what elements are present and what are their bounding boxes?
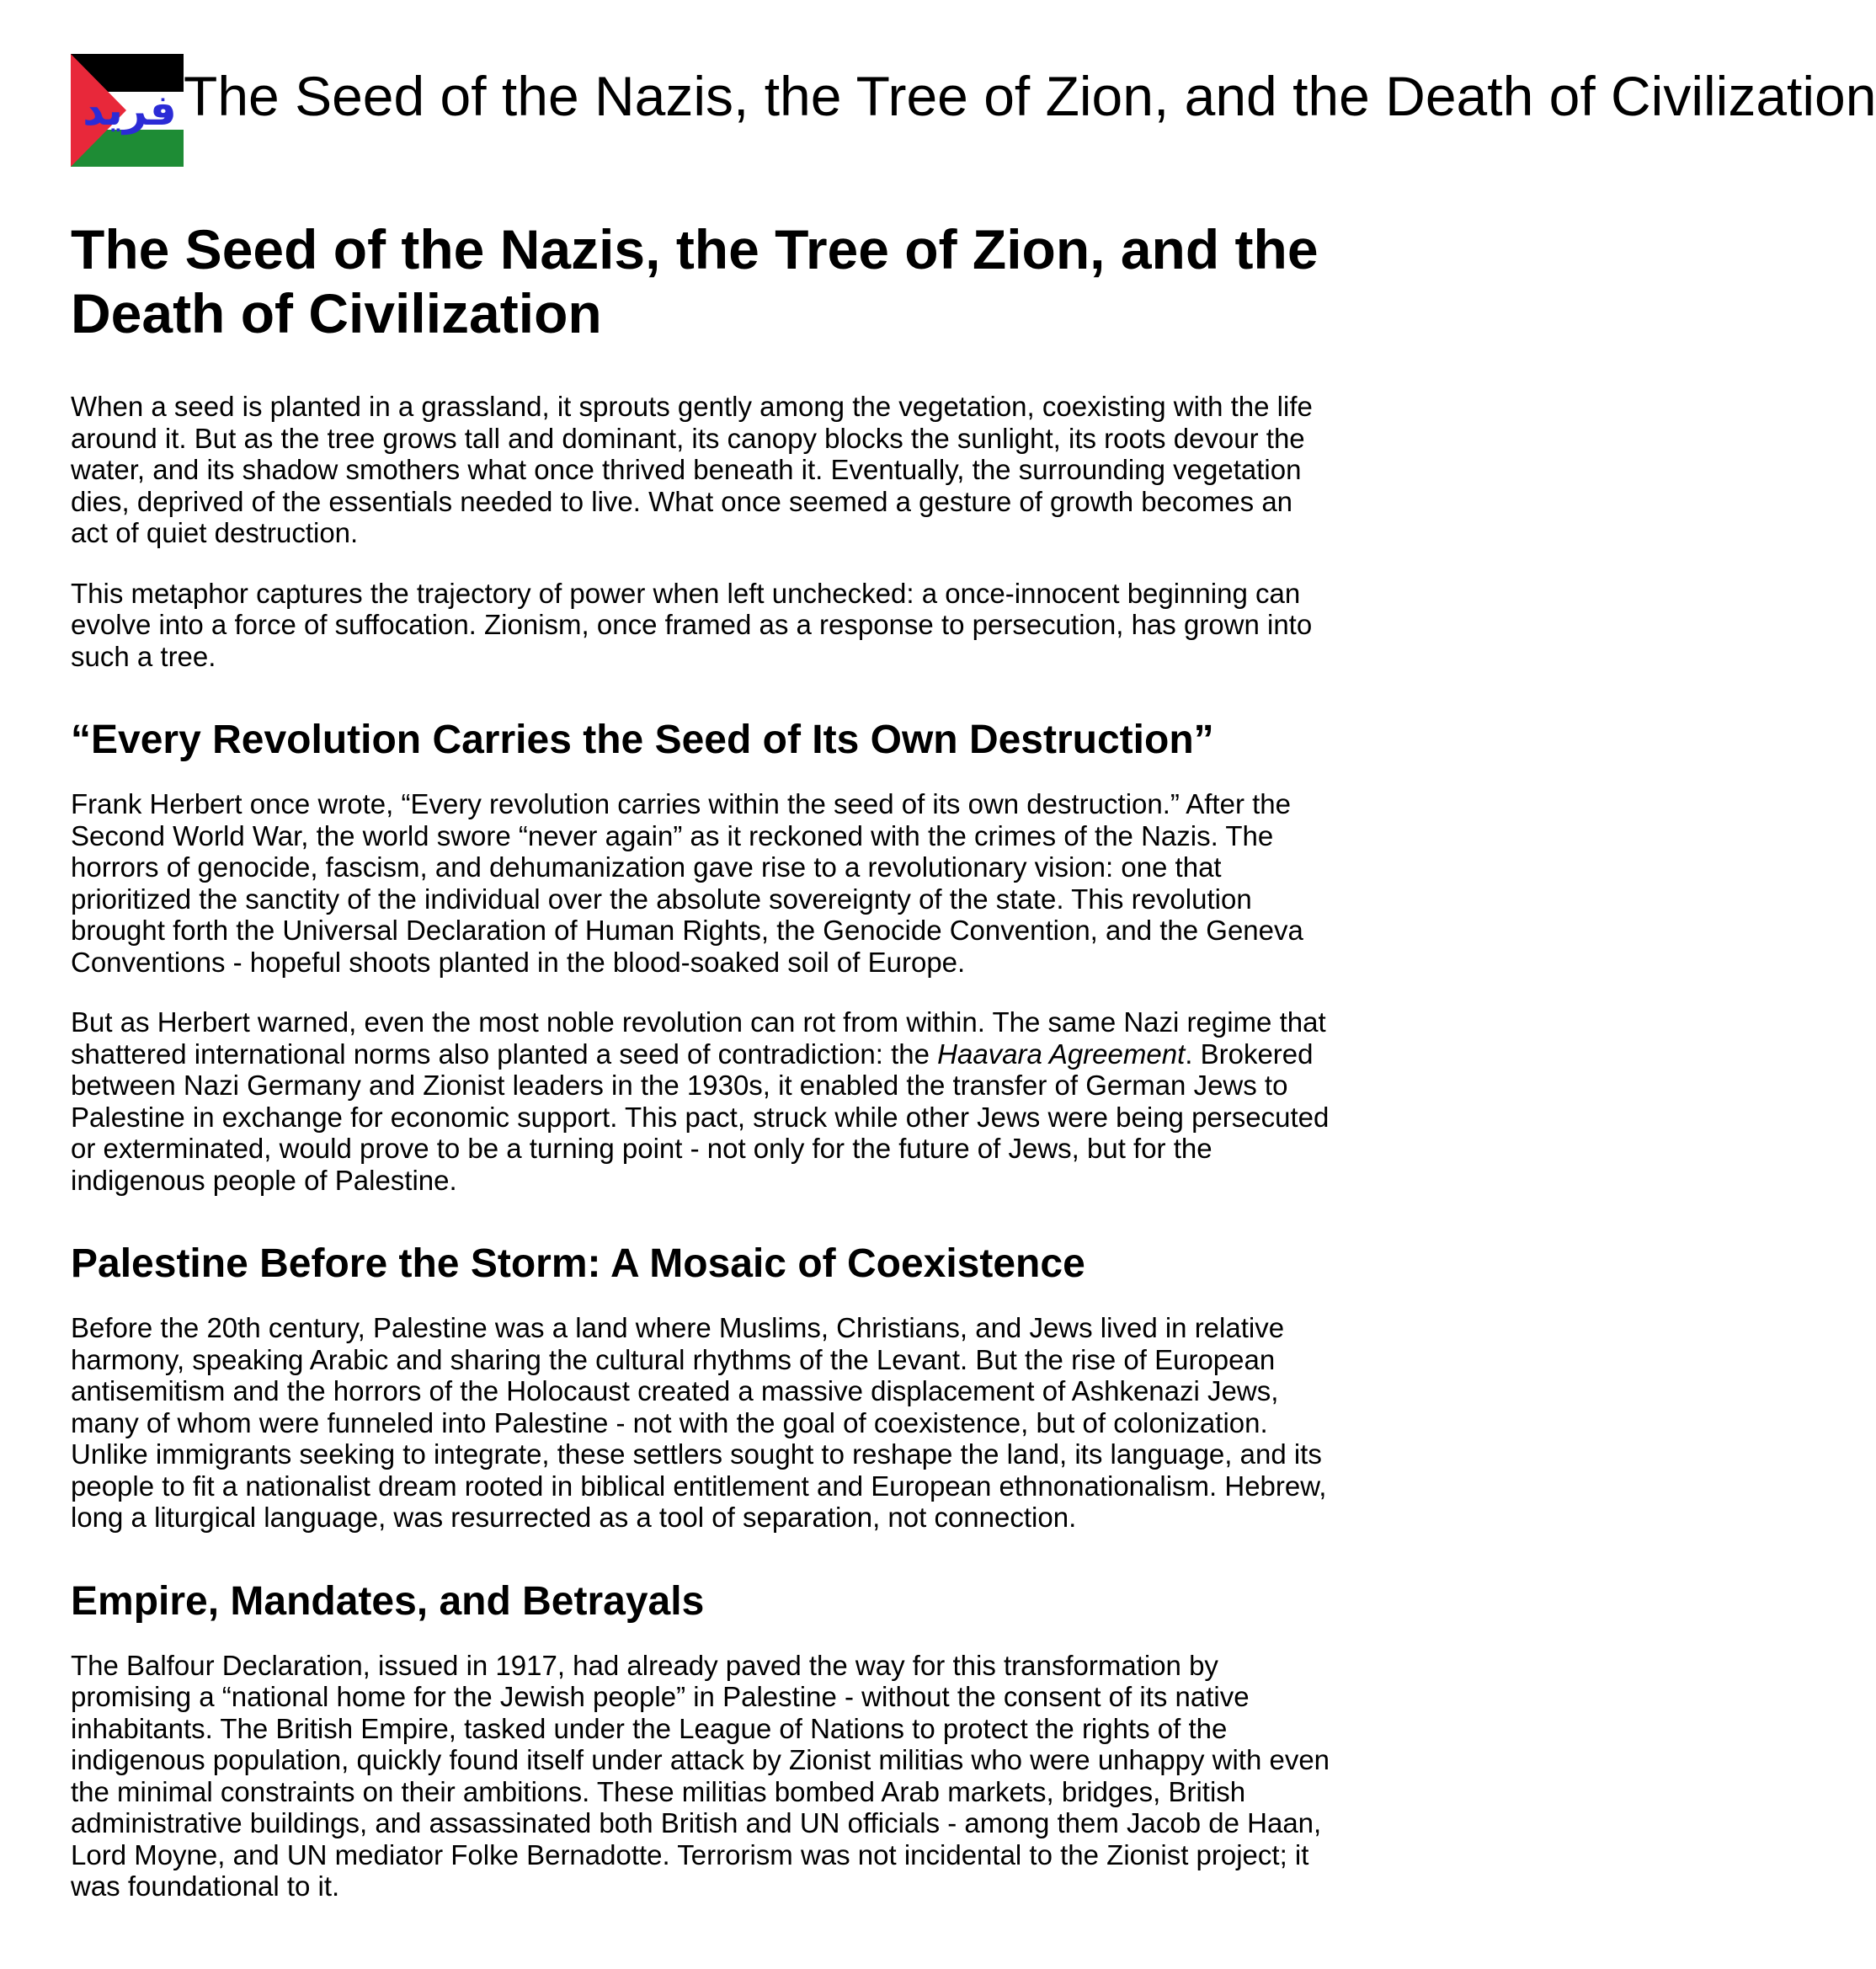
section-revolution-paragraph-1: Frank Herbert once wrote, “Every revolution carries within the seed of its own destruction.” After the Second World War, the world swore “never again” as it reckoned with the crimes of the Nazis. The horrors of genocide, fascism, and dehumanization gave rise to a revolutionary vision: one that prioritized the sanctity of the individual over the absolute sovereignty of the state. This revolution brought forth the Universal Declaration of Human Rights, the Genocide Convention, and the Geneva Conventions - hopeful shoots planted in the blood-soaked soil of Europe. (71, 788, 1303, 978)
logo-text: فريد (83, 86, 177, 135)
paragraph-text: . Brokered between Nazi Germany and Zionist leaders in the 1930s, it enabled the transfer of German Jews to Palestine in exchange for economic support. This pact, struck while other Jews were being persecuted or exterminated, would prove to be a turning point - not only for the future of Jews, but for the indigenous people of Palestine. (71, 1038, 1330, 1196)
section-heading-revolution: “Every Revolution Carries the Seed of Its Own Destruction” (71, 718, 1214, 762)
palestine-flag-logo-icon (71, 54, 184, 167)
section-heading-palestine: Palestine Before the Storm: A Mosaic of Coexistence (71, 1241, 1085, 1286)
article (71, 217, 1334, 1931)
intro-paragraph-1: When a seed is planted in a grassland, it sprouts gently among the vegetation, coexisting with the life around it. But as the tree grows tall and dominant, its canopy blocks the sunlight, its roots devour the water, and its shadow smothers what once thrived beneath it. Eventually, the surrounding vegetation dies, deprived of the essentials needed to live. What once seemed a gesture of growth becomes an act of quiet destruction. (71, 391, 1313, 548)
section-revolution-paragraph-2 (71, 1006, 1334, 1196)
haavara-agreement-emphasis: Haavara Agreement (937, 1038, 1186, 1070)
intro-paragraph-2: This metaphor captures the trajectory of power when left unchecked: a once-innocent beginning can evolve into a force of suffocation. Zionism, once framed as a response to persecution, has grown into such a tree. (71, 577, 1313, 672)
section-palestine-paragraph-1: Before the 20th century, Palestine was a land where Muslims, Christians, and Jews lived in relative harmony, speaking Arabic and sharing the cultural rhythms of the Levant. But the rise of European antisemitism and the horrors of the Holocaust created a massive displacement of Ashkenazi Jews, many of whom were funneled into Palestine - not with the goal of coexistence, but of colonization. Unlike immigrants seeking to integrate, these settlers sought to reshape the land, its language, and its people to fit a nationalist dream rooted in biblical entitlement and European ethnonationalism. Hebrew, long a liturgical language, was resurrected as a tool of separation, not connection. (71, 1312, 1327, 1533)
section-empire-paragraph-1: The Balfour Declaration, issued in 1917, had already paved the way for this transformation by promising a “national home for the Jewish people” in Palestine - without the consent of its native inhabitants. The British Empire, tasked under the League of Nations to protect the rights of the indigenous population, quickly found itself under attack by Zionist militias who were unhappy with even the minimal constraints on their ambitions. These militias bombed Arab markets, bridges, British administrative buildings, and assassinated both British and UN officials - among them Jacob de Haan, Lord Moyne, and UN mediator Folke Bernadotte. Terrorism was not incidental to the Zionist project; it was foundational to it. (71, 1649, 1330, 1902)
article-title: The Seed of the Nazis, the Tree of Zion, and the Death of Civilization (71, 218, 1319, 344)
section-heading-empire: Empire, Mandates, and Betrayals (71, 1578, 705, 1624)
header-title: The Seed of the Nazis, the Tree of Zion, and the Death of Civilization (184, 65, 1876, 127)
paragraph-text: But as Herbert warned, even the most noble revolution can rot from within. The same Nazi regime that shattered international norms also planted a seed of contradiction: the (71, 1006, 1326, 1070)
site-header (71, 52, 1876, 170)
site-logo[interactable] (71, 54, 184, 167)
